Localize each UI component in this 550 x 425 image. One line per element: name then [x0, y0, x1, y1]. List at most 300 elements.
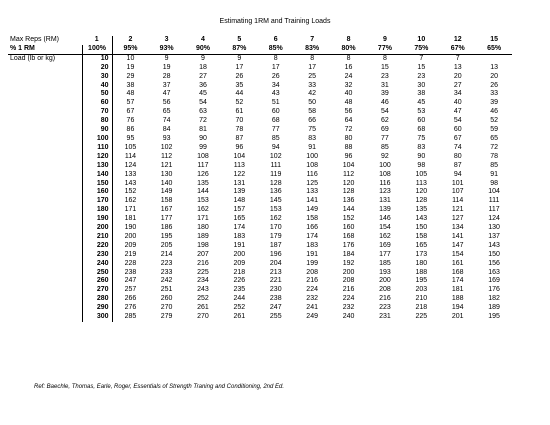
reps-value: 4 — [201, 36, 205, 43]
row-label-empty — [8, 82, 82, 91]
table-row — [8, 180, 512, 189]
load-value: 230 — [82, 251, 112, 260]
estimated-load: 8 — [273, 54, 278, 62]
estimated-load: 34 — [453, 90, 462, 98]
estimated-load: 47 — [453, 108, 462, 116]
reps-value: 9 — [382, 36, 387, 43]
estimated-load: 148 — [233, 197, 246, 205]
estimated-load: 108 — [379, 170, 391, 178]
estimated-load: 130 — [160, 170, 173, 178]
percent-value: 93% — [148, 45, 184, 54]
estimated-load: 261 — [233, 313, 246, 321]
percent-value: 83% — [294, 45, 330, 54]
estimated-load: 60 — [417, 117, 426, 125]
estimated-load: 223 — [379, 304, 391, 312]
estimated-load: 30 — [417, 81, 426, 89]
estimated-load: 216 — [342, 286, 355, 294]
estimated-load: 131 — [379, 197, 391, 205]
estimated-load: 85 — [490, 161, 498, 169]
estimated-load: 75 — [417, 134, 426, 142]
table-row — [8, 171, 512, 180]
estimated-load: 134 — [451, 224, 464, 232]
estimated-load: 144 — [342, 206, 355, 214]
row-label-empty — [8, 99, 82, 108]
estimated-load: 169 — [488, 277, 500, 285]
estimated-load: 242 — [160, 277, 173, 285]
estimated-load: 128 — [269, 179, 282, 187]
row-label-empty — [8, 286, 82, 295]
estimated-load: 216 — [306, 277, 318, 285]
estimated-load: 276 — [124, 304, 137, 312]
estimated-load: 128 — [415, 197, 428, 205]
table-row — [8, 197, 512, 206]
load-value: 220 — [82, 242, 112, 251]
estimated-load: 105 — [124, 143, 137, 151]
estimated-load: 243 — [197, 286, 209, 294]
estimated-load: 133 — [306, 188, 318, 196]
estimated-load: 23 — [417, 72, 426, 80]
estimated-load: 60 — [271, 108, 280, 116]
percent-header-row — [8, 45, 512, 54]
load-label: Load (lb or kg) — [8, 54, 82, 63]
estimated-load: 218 — [233, 268, 246, 276]
estimated-load: 48 — [126, 90, 135, 98]
estimated-load: 77 — [271, 126, 280, 134]
estimated-load: 247 — [269, 304, 282, 312]
estimated-load: 20 — [453, 72, 462, 80]
estimated-load: 98 — [490, 179, 498, 187]
row-label-empty — [8, 144, 82, 153]
percent-value: 95% — [112, 45, 148, 54]
estimated-load: 139 — [379, 206, 391, 214]
reps-label: Max Reps (RM) — [10, 36, 60, 43]
estimated-load: 85 — [271, 134, 280, 142]
estimated-load: 9 — [201, 54, 205, 62]
estimated-load: 147 — [451, 241, 464, 249]
estimated-load: 9 — [237, 54, 242, 62]
estimated-load: 112 — [161, 152, 173, 160]
estimated-load: 45 — [417, 99, 426, 107]
estimated-load: 56 — [344, 108, 353, 116]
percent-value: 65% — [476, 45, 512, 54]
load-value: 170 — [82, 197, 112, 206]
estimated-load: 201 — [451, 313, 464, 321]
estimated-load: 46 — [381, 99, 389, 107]
estimated-load: 162 — [124, 197, 137, 205]
estimated-load: 56 — [162, 99, 171, 107]
estimated-load: 143 — [415, 215, 428, 223]
estimated-load: 204 — [269, 259, 282, 267]
estimated-load: 32 — [344, 81, 353, 89]
estimated-load: 87 — [453, 161, 462, 169]
estimated-load: 210 — [415, 295, 428, 303]
table-row — [8, 295, 512, 304]
estimated-load: 133 — [124, 170, 137, 178]
estimated-load: 54 — [381, 108, 389, 116]
row-label-empty — [8, 108, 82, 117]
estimated-load: 19 — [126, 63, 135, 71]
row-label-empty — [8, 162, 82, 171]
estimated-load: 209 — [124, 241, 137, 249]
row-label-empty — [8, 64, 82, 73]
rm-table — [8, 36, 512, 322]
estimated-load: 169 — [379, 241, 391, 249]
load-value: 80 — [82, 117, 112, 126]
estimated-load: 136 — [269, 188, 282, 196]
estimated-load: 63 — [199, 108, 207, 116]
load-value: 120 — [82, 153, 112, 162]
estimated-load: 162 — [269, 215, 282, 223]
estimated-load: 153 — [269, 206, 282, 214]
estimated-load: 188 — [451, 295, 464, 303]
table-row — [8, 135, 512, 144]
estimated-load: 111 — [270, 161, 282, 169]
estimated-load: 17 — [271, 63, 280, 71]
estimated-load: 176 — [342, 241, 355, 249]
estimated-load: 190 — [124, 224, 137, 232]
estimated-load: 67 — [126, 108, 135, 116]
estimated-load: 68 — [271, 117, 280, 125]
estimated-load: 131 — [233, 179, 246, 187]
row-label-empty — [8, 171, 82, 180]
estimated-load: 165 — [233, 215, 246, 223]
load-value: 180 — [82, 206, 112, 215]
reference-note: Ref: Baechle, Thomas, Earle, Roger, Essentials of Strength Traning and Conditioning, 2nd Ed. — [34, 384, 285, 390]
reps-value: 10 — [417, 36, 426, 43]
estimated-load: 168 — [451, 268, 464, 276]
estimated-load: 225 — [415, 313, 428, 321]
percent-label: % 1 RM — [8, 45, 82, 54]
estimated-load: 13 — [490, 63, 498, 71]
estimated-load: 181 — [451, 286, 464, 294]
table-row — [8, 99, 512, 108]
load-value: 280 — [82, 295, 112, 304]
estimated-load: 9 — [164, 54, 169, 62]
table-row — [8, 242, 512, 251]
estimated-load: 114 — [124, 152, 137, 160]
estimated-load: 255 — [269, 313, 282, 321]
estimated-load: 76 — [126, 117, 135, 125]
table-row — [8, 144, 512, 153]
table-row — [8, 54, 512, 63]
row-label-empty — [8, 126, 82, 135]
table-row — [8, 117, 512, 126]
estimated-load: 216 — [197, 259, 209, 267]
estimated-load: 176 — [488, 286, 500, 294]
estimated-load: 113 — [233, 161, 245, 169]
estimated-load: 61 — [235, 108, 244, 116]
percent-value: 90% — [185, 45, 221, 54]
estimated-load: 203 — [415, 286, 428, 294]
table-row — [8, 73, 512, 82]
estimated-load: 19 — [162, 63, 171, 71]
estimated-load: 136 — [342, 197, 355, 205]
estimated-load: 94 — [453, 170, 462, 178]
estimated-load: 113 — [415, 179, 427, 187]
estimated-load: 37 — [162, 81, 171, 89]
estimated-load: 108 — [306, 161, 318, 169]
estimated-load: 208 — [379, 286, 391, 294]
estimated-load: 154 — [451, 250, 464, 258]
estimated-load: 200 — [379, 277, 391, 285]
estimated-load: 188 — [415, 268, 428, 276]
percent-value: 100% — [82, 45, 112, 54]
estimated-load: 114 — [452, 197, 464, 205]
estimated-load: 40 — [344, 90, 353, 98]
load-value: 150 — [82, 180, 112, 189]
estimated-load: 224 — [342, 295, 355, 303]
estimated-load: 162 — [379, 232, 391, 240]
row-label-empty — [8, 295, 82, 304]
estimated-load: 26 — [490, 81, 498, 89]
estimated-load: 107 — [451, 188, 464, 196]
estimated-load: 187 — [269, 241, 282, 249]
table-row — [8, 260, 512, 269]
load-value: 30 — [82, 73, 112, 82]
estimated-load: 29 — [126, 72, 135, 80]
estimated-load: 252 — [233, 304, 246, 312]
estimated-load: 213 — [269, 268, 282, 276]
estimated-load: 34 — [271, 81, 280, 89]
estimated-load: 53 — [417, 108, 426, 116]
estimated-load: 65 — [162, 108, 171, 116]
estimated-load: 7 — [419, 54, 424, 62]
estimated-load: 15 — [381, 63, 389, 71]
load-value: 160 — [82, 188, 112, 197]
estimated-load: 102 — [269, 152, 282, 160]
estimated-load: 80 — [453, 152, 462, 160]
estimated-load: 54 — [199, 99, 207, 107]
estimated-load: 120 — [415, 188, 428, 196]
reps-value: 15 — [490, 36, 498, 43]
estimated-load: 26 — [271, 72, 280, 80]
estimated-load: 135 — [197, 179, 209, 187]
estimated-load: 199 — [306, 259, 318, 267]
load-value: 110 — [82, 144, 112, 153]
row-label-empty — [8, 188, 82, 197]
estimated-load: 116 — [306, 170, 318, 178]
estimated-load: 78 — [235, 126, 244, 134]
estimated-load: 7 — [455, 54, 460, 62]
estimated-load: 67 — [453, 134, 462, 142]
estimated-load: 166 — [306, 224, 318, 232]
estimated-load: 156 — [488, 259, 500, 267]
estimated-load: 152 — [124, 188, 137, 196]
percent-value: 75% — [403, 45, 439, 54]
estimated-load: 186 — [160, 224, 173, 232]
estimated-load: 224 — [306, 286, 318, 294]
estimated-load: 43 — [271, 90, 280, 98]
estimated-load: 150 — [415, 224, 428, 232]
table-row — [8, 108, 512, 117]
row-label-empty — [8, 304, 82, 313]
table-row — [8, 286, 512, 295]
estimated-load: 252 — [197, 295, 209, 303]
row-label-empty — [8, 215, 82, 224]
estimated-load: 249 — [306, 313, 318, 321]
estimated-load: 74 — [162, 117, 171, 125]
estimated-load: 35 — [235, 81, 244, 89]
estimated-load: 108 — [197, 152, 209, 160]
estimated-load: 149 — [160, 188, 173, 196]
load-value: 190 — [82, 215, 112, 224]
reps-value: 7 — [310, 36, 315, 43]
estimated-load: 8 — [310, 54, 315, 62]
estimated-load: 207 — [197, 250, 209, 258]
estimated-load: 223 — [160, 259, 173, 267]
estimated-load: 24 — [344, 72, 353, 80]
estimated-load: 81 — [199, 126, 207, 134]
estimated-load: 42 — [308, 90, 317, 98]
estimated-load: 16 — [344, 63, 353, 71]
estimated-load: 150 — [488, 250, 500, 258]
estimated-load: 200 — [342, 268, 355, 276]
estimated-load: 195 — [415, 277, 428, 285]
estimated-load: 75 — [308, 126, 317, 134]
table-row — [8, 313, 512, 322]
estimated-load: 100 — [379, 161, 391, 169]
estimated-load: 146 — [379, 215, 391, 223]
estimated-load: 251 — [160, 286, 173, 294]
estimated-load: 189 — [488, 304, 500, 312]
estimated-load: 174 — [233, 224, 246, 232]
estimated-load: 128 — [342, 188, 355, 196]
estimated-load: 33 — [308, 81, 317, 89]
estimated-load: 119 — [270, 170, 282, 178]
estimated-load: 174 — [306, 232, 318, 240]
estimated-load: 238 — [124, 268, 137, 276]
estimated-load: 137 — [488, 232, 500, 240]
load-value: 130 — [82, 162, 112, 171]
table-row — [8, 304, 512, 313]
estimated-load: 160 — [342, 224, 355, 232]
load-value: 40 — [82, 82, 112, 91]
estimated-load: 78 — [490, 152, 498, 160]
estimated-load: 182 — [488, 295, 500, 303]
load-value: 300 — [82, 313, 112, 322]
estimated-load: 177 — [379, 250, 391, 258]
estimated-load: 28 — [162, 72, 171, 80]
estimated-load: 117 — [197, 161, 209, 169]
percent-value: 87% — [221, 45, 257, 54]
estimated-load: 231 — [379, 313, 391, 321]
estimated-load: 174 — [451, 277, 464, 285]
estimated-load: 247 — [124, 277, 137, 285]
estimated-load: 123 — [379, 188, 391, 196]
estimated-load: 158 — [415, 232, 428, 240]
estimated-load: 64 — [344, 117, 353, 125]
estimated-load: 208 — [306, 268, 318, 276]
table-row — [8, 162, 512, 171]
load-value: 290 — [82, 304, 112, 313]
estimated-load: 60 — [453, 126, 462, 134]
percent-value: 77% — [367, 45, 403, 54]
estimated-load: 40 — [453, 99, 462, 107]
row-label-empty — [8, 206, 82, 215]
estimated-load: 20 — [490, 72, 498, 80]
estimated-load: 69 — [381, 126, 389, 134]
estimated-load: 95 — [126, 134, 135, 142]
estimated-load: 232 — [342, 304, 355, 312]
estimated-load: 149 — [306, 206, 318, 214]
reps-value: 6 — [273, 36, 278, 43]
estimated-load: 270 — [197, 313, 209, 321]
table-row — [8, 224, 512, 233]
estimated-load: 194 — [451, 304, 464, 312]
estimated-load: 10 — [126, 54, 135, 62]
estimated-load: 17 — [235, 63, 244, 71]
load-value: 270 — [82, 286, 112, 295]
estimated-load: 139 — [233, 188, 246, 196]
reps-header-row — [8, 36, 512, 45]
row-label-empty — [8, 90, 82, 99]
estimated-load: 200 — [233, 250, 246, 258]
estimated-load: 26 — [235, 72, 244, 80]
estimated-load: 180 — [197, 224, 209, 232]
estimated-load: 58 — [308, 108, 317, 116]
estimated-load: 145 — [269, 197, 282, 205]
estimated-load: 170 — [269, 224, 282, 232]
estimated-load: 51 — [271, 99, 280, 107]
table-row — [8, 277, 512, 286]
estimated-load: 46 — [490, 108, 498, 116]
estimated-load: 101 — [451, 179, 464, 187]
load-value: 70 — [82, 108, 112, 117]
estimated-load: 161 — [451, 259, 464, 267]
estimated-load: 189 — [197, 232, 209, 240]
estimated-load: 171 — [197, 215, 209, 223]
estimated-load: 31 — [381, 81, 389, 89]
estimated-load: 195 — [160, 232, 173, 240]
estimated-load: 92 — [381, 152, 389, 160]
estimated-load: 141 — [451, 232, 464, 240]
estimated-load: 96 — [344, 152, 353, 160]
estimated-load: 279 — [160, 313, 173, 321]
estimated-load: 15 — [417, 63, 426, 71]
estimated-load: 125 — [306, 179, 318, 187]
estimated-load: 48 — [344, 99, 353, 107]
estimated-load: 84 — [162, 126, 171, 134]
estimated-load: 193 — [379, 268, 391, 276]
estimated-load: 62 — [381, 117, 389, 125]
estimated-load: 83 — [417, 143, 426, 151]
load-value: 200 — [82, 224, 112, 233]
table-row — [8, 64, 512, 73]
estimated-load: 80 — [344, 134, 353, 142]
estimated-load: 104 — [488, 188, 500, 196]
table-row — [8, 90, 512, 99]
estimated-load: 47 — [162, 90, 171, 98]
estimated-load: 122 — [233, 170, 246, 178]
estimated-load: 165 — [415, 241, 428, 249]
estimated-load: 167 — [160, 206, 173, 214]
estimated-load: 141 — [306, 197, 318, 205]
estimated-load: 238 — [269, 295, 282, 303]
estimated-load: 54 — [453, 117, 462, 125]
estimated-load: 94 — [271, 143, 280, 151]
estimated-load: 152 — [342, 215, 355, 223]
estimated-load: 17 — [308, 63, 317, 71]
table-row — [8, 126, 512, 135]
estimated-load: 153 — [197, 197, 209, 205]
estimated-load: 126 — [197, 170, 209, 178]
row-label-empty — [8, 224, 82, 233]
estimated-load: 13 — [453, 63, 462, 71]
table-row — [8, 153, 512, 162]
load-value: 250 — [82, 269, 112, 278]
estimated-load: 233 — [160, 268, 173, 276]
estimated-load: 99 — [199, 143, 207, 151]
